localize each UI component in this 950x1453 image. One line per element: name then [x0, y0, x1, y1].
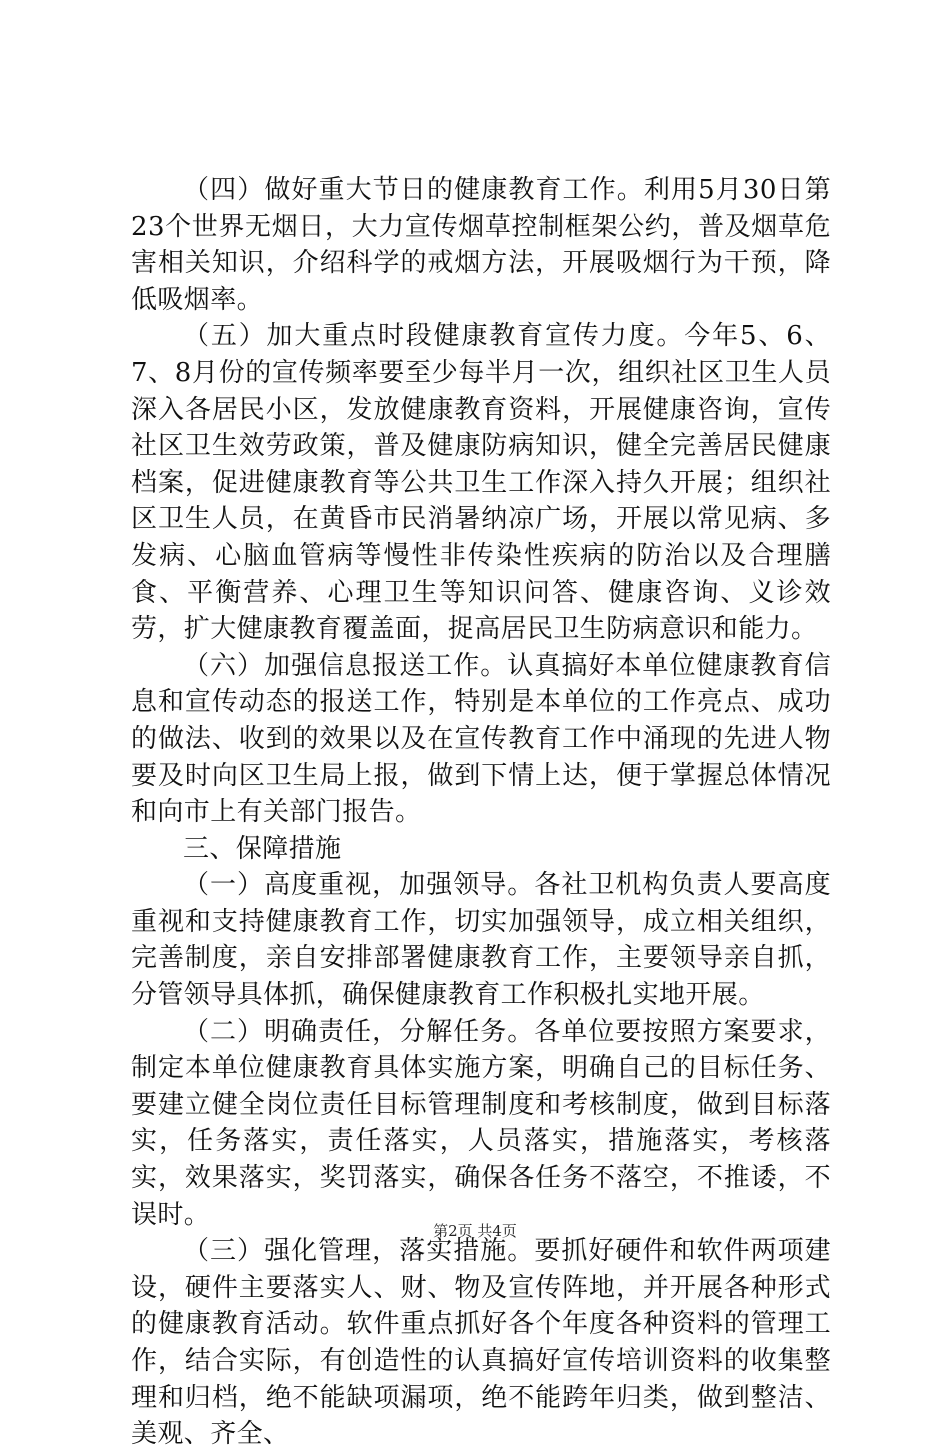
paragraph-key-period-publicity: （五）加大重点时段健康教育宣传力度。今年5、6、7、8月份的宣传频率要至少每半月一次，组织社区卫生人员深入各居民小区，发放健康教育资料，开展健康咨询，宣传社区卫生效劳政策，普及健康防病知识，健全完善居民健康档案，促进健康教育等公共卫生工作深入持久开展；组织社区卫生人员，在黄昏市民消暑纳凉广场，开展以常见病、多发病、心脑血管病等慢性非传染性疾病的防治以及合理膳食、平衡营养、心理卫生等知识问答、健康咨询、义诊效劳，扩大健康教育覆盖面，捉高居民卫生防病意识和能力。 — [131, 321, 831, 645]
document-body — [131, 172, 831, 1453]
section-heading-safeguards: 三、保障措施 — [183, 833, 342, 864]
paragraph-holiday-education: （四）做好重大节日的健康教育工作。利用5月30日第23个世界无烟日，大力宣传烟草控制框架公约，普及烟草危害相关知识，介绍科学的戒烟方法，开展吸烟行为干预，降低吸烟率。 — [131, 175, 831, 315]
paragraph-information-reporting: （六）加强信息报送工作。认真搞好本单位健康教育信息和宣传动态的报送工作，特别是本单位的工作亮点、成功的做法、收到的效果以及在宣传教育工作中涌现的先进人物要及时向区卫生局上报，做到下情上达，便于掌握总体情况和向市上有关部门报告。 — [131, 650, 831, 828]
paragraph-management: （三）强化管理，落实措施。要抓好硬件和软件两项建设，硬件主要落实人、财、物及宣传阵地，并开展各种形式的健康教育活动。软件重点抓好各个年度各种资料的管理工作，结合实际，有创造性的认真搞好宣传培训资料的收集整理和归档，绝不能缺项漏项，绝不能跨年归类，做到整洁、美观、齐全、 — [131, 1236, 831, 1450]
paragraph-leadership: （一）高度重视，加强领导。各社卫机构负责人要高度重视和支持健康教育工作，切实加强领导，成立相关组织，完善制度，亲自安排部署健康教育工作，主要领导亲自抓，分管领导具体抓，确保健康教育工作积极扎实地开展。 — [131, 870, 831, 1011]
paragraph-responsibility: （二）明确责任，分解任务。各单位要按照方案要求，制定本单位健康教育具体实施方案，明确自己的目标任务、要建立健全岗位责任目标管理制度和考核制度，做到目标落实，任务落实，责任落实，人员落实，措施落实，考核落实，效果落实，奖罚落实，确保各任务不落空，不推诿，不误时。 — [131, 1016, 831, 1230]
page-number-footer: 第2页 共4页 — [433, 1222, 517, 1240]
